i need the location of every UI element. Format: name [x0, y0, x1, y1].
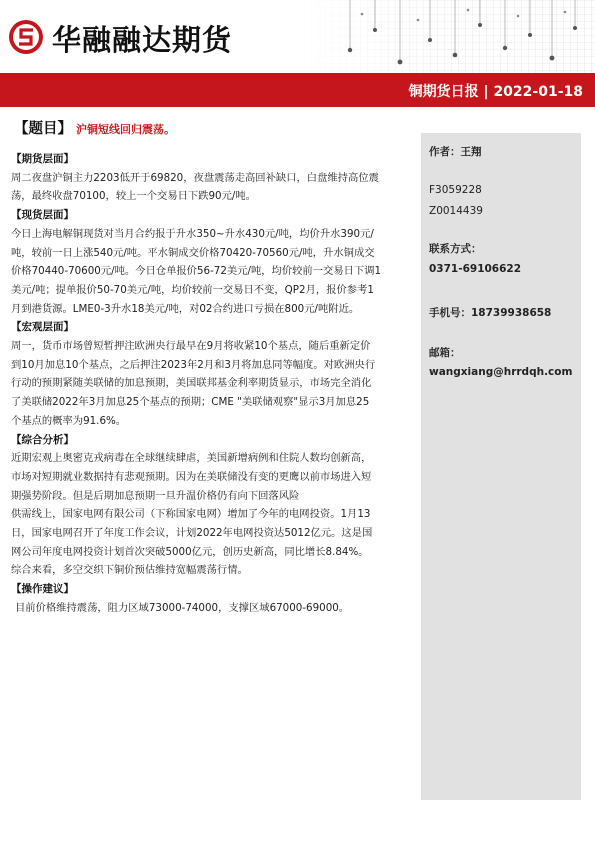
- paragraph-line: 供需线上，国家电网有限公司（下称国家电网）增加了今年的电网投资。1月13: [11, 508, 371, 521]
- paragraph-line: 期强势阶段。但是后期加息预期一旦升温价格仍有向下回落风险: [11, 489, 300, 502]
- author-line: [429, 144, 482, 159]
- section-heading: 【期货层面】: [11, 153, 74, 165]
- section-heading: 【宏观层面】: [11, 321, 74, 334]
- contact-label: 联系方式：: [429, 243, 482, 255]
- paragraph-line: 近期宏观上奥密克戎病毒在全球继续肆虐，美国新增病例和住院人数均创新高，: [11, 452, 372, 465]
- section-advice: [11, 580, 411, 617]
- paragraph-line: 网公司年度电网投资计划首次突破5000亿元，创历史新高，同比增长8.84%。: [11, 545, 369, 558]
- section-analysis: [11, 431, 411, 581]
- contact-phone: 0371-69106622: [429, 263, 522, 275]
- company-name: 华融融达期货: [52, 23, 233, 57]
- paragraph-line: 荡，最终收盘70100，较上一个交易日下跌90元/吨。: [11, 190, 256, 203]
- report-type-date: 铜期货日报 | 2022-01-18: [408, 84, 583, 100]
- paragraph-line: 综合来看，多空交织下铜价预估维持宽幅震荡行情。: [11, 564, 248, 577]
- company-logo-icon: [8, 19, 44, 55]
- paragraph-line: 市场对短期就业数据持有悲观预期。因为在美联储没有变的更鹰以前市场进入短: [11, 470, 372, 483]
- author-sidebar: [421, 133, 581, 800]
- certificate-number: F3059228: [429, 184, 482, 196]
- title-label: 【题目】: [14, 121, 72, 137]
- paragraph-line: 价格70440-70600元/吨。今日仓单报价56-72美元/吨，均价较前一交易日下调1: [11, 265, 382, 278]
- paragraph-line: 个基点的概率为91.6%。: [11, 414, 127, 427]
- email-address: wangxiang@hrrdqh.com: [429, 366, 573, 378]
- report-title: [14, 117, 175, 138]
- paragraph-line: 到10月加息10个基点，之后押注2023年2月和3月将加息同等幅度。对欧洲央行: [11, 358, 376, 371]
- page-header: [0, 0, 595, 73]
- header-decoration: [290, 0, 595, 73]
- paragraph-line: 日，国家电网召开了年度工作会议，计划2022年电网投资达5012亿元。这是国: [11, 527, 373, 540]
- paragraph-line: 目前价格维持震荡，阻力区域73000-74000，支撑区域67000-69000。: [15, 601, 350, 614]
- email-label: 邮箱：: [429, 347, 461, 359]
- author-label: 作者：: [429, 146, 461, 158]
- paragraph-line: 行动的预期紧随美联储的加息预期，美国联邦基金利率期货显示，市场完全消化: [11, 377, 372, 390]
- mobile-line: [429, 305, 551, 320]
- author-name: 王翔: [460, 146, 482, 158]
- paragraph-line: 美元/吨；提单报价50-70美元/吨，均价较前一交易日不变，QP2月，报价参考1: [11, 283, 374, 296]
- section-futures: [11, 150, 411, 206]
- section-macro: [11, 318, 411, 430]
- paragraph-line: 了美联储2022年3月加息25个基点的预期；CME "美联储观察"显示3月加息25: [11, 396, 370, 409]
- title-text: 沪铜短线回归震荡。: [76, 123, 175, 136]
- section-heading: 【综合分析】: [11, 433, 74, 446]
- main-content: [11, 150, 411, 618]
- section-heading: 【现货层面】: [11, 209, 74, 222]
- mobile-label: 手机号：: [429, 307, 471, 319]
- section-spot: [11, 206, 411, 318]
- paragraph-line: 吨，较前一日上涨540元/吨。平水铜成交价格70420-70560元/吨，升水铜成交: [11, 246, 375, 259]
- paragraph-line: 周二夜盘沪铜主力2203低开于69820，夜盘震荡走高回补缺口，白盘维持高位震: [11, 171, 379, 184]
- paragraph-line: 月到港货源。LME0-3升水18美元/吨，对02合约进口亏损在800元/吨附近。: [11, 302, 360, 315]
- mobile-number: 18739938658: [471, 307, 552, 319]
- section-heading: 【操作建议】: [11, 583, 74, 596]
- certificate-number: Z0014439: [429, 205, 483, 217]
- paragraph-line: 今日上海电解铜现货对当月合约报于升水350~升水430元/吨，均价升水390元/: [11, 227, 374, 240]
- paragraph-line: 周一，货币市场曾短暂押注欧洲央行最早在9月将收紧10个基点，随后重新定价: [11, 340, 371, 353]
